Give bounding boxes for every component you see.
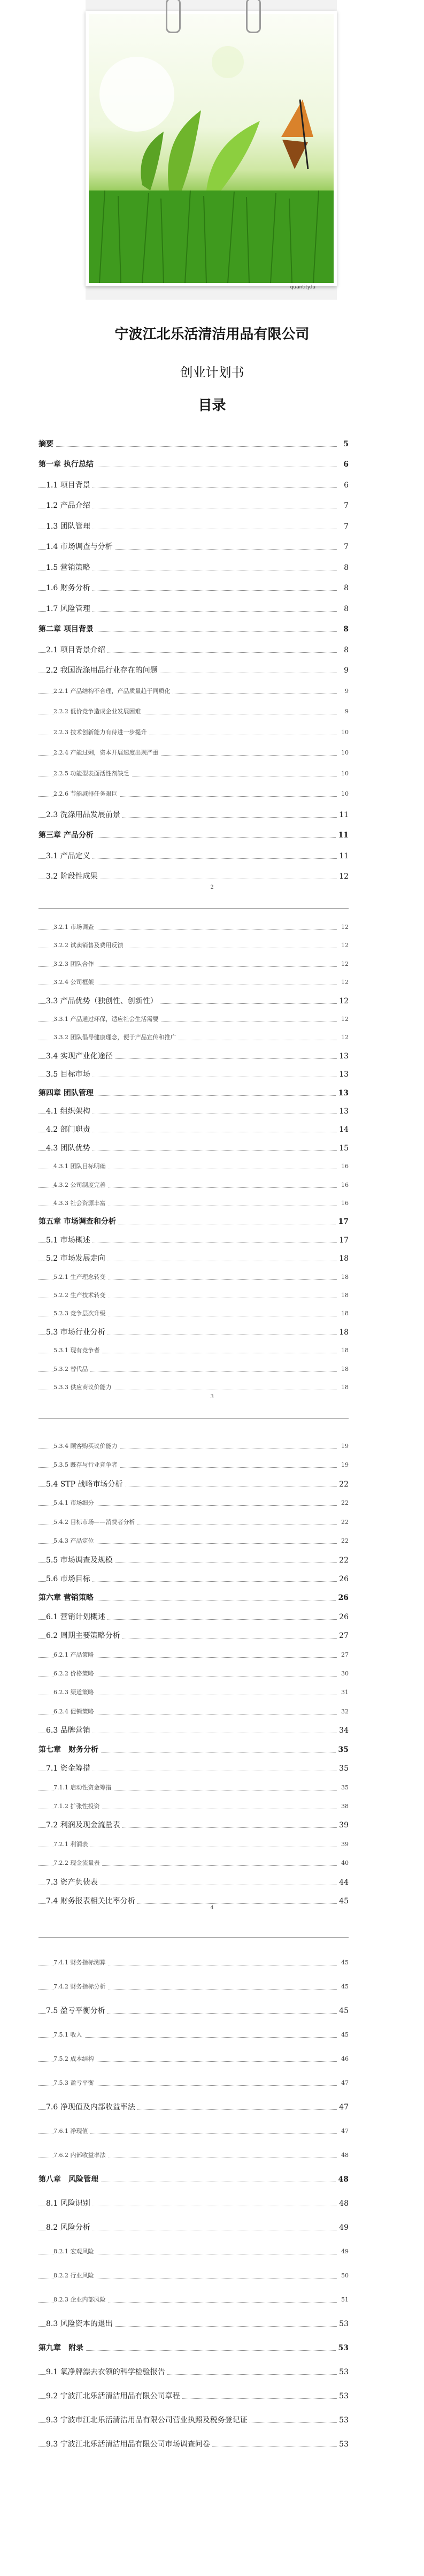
toc-entry-page: 12	[339, 941, 349, 950]
toc-entry[interactable]	[38, 1236, 349, 1245]
toc-entry[interactable]	[38, 1537, 349, 1545]
toc-entry[interactable]	[38, 1461, 349, 1469]
toc-entry-page: 8	[342, 563, 349, 572]
toc-entry-page: 6	[342, 481, 349, 490]
toc-entry[interactable]	[38, 1199, 349, 1208]
toc-entry-page: 12	[339, 978, 349, 987]
toc-entry-label: 7.5 盈亏平衡分析	[46, 2007, 107, 2015]
toc-entry-label: 第六章 营销策略	[38, 1594, 96, 1602]
toc-entry[interactable]	[38, 1052, 349, 1061]
toc-entry-label: 2.2 我国洗涤用品行业存在的问题	[46, 666, 160, 675]
toc-entry-page: 16	[339, 1162, 349, 1171]
toc-entry-page: 7	[342, 543, 349, 551]
toc-entry[interactable]	[38, 563, 349, 572]
toc-entry-page: 12	[339, 1015, 349, 1024]
toc-entry-page: 12	[337, 997, 349, 1005]
toc-entry[interactable]	[38, 1821, 349, 1830]
toc-entry-label: 7.1 资金筹措	[46, 1764, 92, 1773]
toc-entry[interactable]	[38, 605, 349, 613]
toc-entry-page: 16	[339, 1181, 349, 1190]
grass-illustration	[89, 14, 334, 283]
toc-entry[interactable]	[38, 1015, 349, 1024]
toc-entry[interactable]	[38, 2127, 349, 2136]
toc-entry-label: 2.2.3 技术创新能力有待进一步提升	[53, 728, 149, 737]
toc-entry[interactable]	[38, 1878, 349, 1887]
toc-entry[interactable]	[38, 1217, 349, 1226]
toc-entry[interactable]	[38, 1632, 349, 1640]
toc-entry-label: 6.3 品牌营销	[46, 1726, 92, 1735]
toc-entry-page: 53	[337, 2416, 349, 2425]
toc-entry[interactable]	[38, 1802, 349, 1811]
toc-entry-label: 4.3.2 公司制度完善	[53, 1181, 108, 1190]
toc-entry[interactable]	[38, 2031, 349, 2039]
toc-entry[interactable]	[38, 2344, 349, 2352]
toc-entry[interactable]	[38, 2079, 349, 2087]
toc-entry[interactable]	[38, 646, 349, 654]
toc-entry-label: 5.3 市场行业分析	[46, 1328, 107, 1337]
toc-entry-page: 34	[337, 1726, 349, 1735]
toc-entry[interactable]	[38, 1518, 349, 1527]
toc-entry[interactable]	[38, 1840, 349, 1849]
toc-entry[interactable]	[38, 1254, 349, 1263]
paperclip-icon	[246, 0, 261, 33]
toc-entry-page: 38	[339, 1802, 349, 1811]
toc-entry-page: 8	[342, 646, 349, 654]
toc-entry-label: 7.5.3 盈亏平衡	[53, 2079, 96, 2087]
toc-entry[interactable]	[38, 2055, 349, 2063]
toc-entry-label: 7.2 利润及现金流量表	[46, 1821, 122, 1830]
toc-entry-label: 4.3.3 社会资源丰富	[53, 1199, 108, 1208]
toc-entry-label: 7.2.1 利润表	[53, 1840, 90, 1849]
toc-entry-page: 48	[337, 2199, 349, 2208]
page-number: 2	[210, 885, 214, 890]
toc-entry[interactable]	[38, 2320, 349, 2328]
toc-entry-page: 22	[339, 1537, 349, 1545]
toc-entry-page: 13	[337, 1107, 349, 1116]
toc-entry[interactable]	[38, 1670, 349, 1678]
toc-entry-page: 18	[339, 1309, 349, 1318]
toc-entry[interactable]	[38, 2416, 349, 2425]
paperclip-icon	[166, 0, 181, 33]
toc-entry[interactable]	[38, 2368, 349, 2376]
toc-entry-page: 13	[337, 1070, 349, 1079]
toc-title: 目录	[198, 398, 226, 414]
toc-entry-page: 15	[337, 1144, 349, 1153]
cover-image	[86, 0, 337, 300]
toc-entry[interactable]	[38, 460, 349, 469]
toc-entry[interactable]	[38, 2272, 349, 2280]
toc-entry-label: 5.3.2 替代品	[53, 1365, 90, 1374]
toc-entry-label: 7.4 财务报表相关比率分析	[46, 1897, 137, 1906]
toc-entry-page: 12	[339, 923, 349, 932]
toc-entry-page: 48	[339, 2151, 349, 2160]
toc-entry-page: 51	[339, 2296, 349, 2304]
toc-entry-page: 16	[339, 1199, 349, 1208]
toc-entry-label: 3.5 目标市场	[46, 1070, 92, 1079]
toc-entry-label: 4.3.1 团队目标明确	[53, 1162, 108, 1171]
toc-entry-label: 9.1 氧净牌漂去衣领的科学检验报告	[46, 2368, 167, 2376]
cover-photo	[86, 11, 337, 286]
toc-entry-label: 4.3 团队优势	[46, 1144, 92, 1153]
toc-entry-label: 5.2.2 生产技术转变	[53, 1291, 108, 1300]
toc-entry[interactable]	[38, 1365, 349, 1374]
toc-entry-page: 18	[339, 1291, 349, 1300]
toc-entry-page: 11	[337, 852, 349, 860]
toc-entry-label: 摘要	[38, 440, 56, 448]
toc-entry-page: 31	[339, 1688, 349, 1697]
toc-entry-label: 5.3.3 供应商议价能力	[53, 1383, 114, 1392]
toc-entry-label: 3.3.1 产品通过环保，适应社会生活需要	[53, 1015, 160, 1024]
toc-entry[interactable]	[38, 1089, 349, 1098]
document-title: 创业计划书	[180, 365, 244, 380]
toc-entry-page: 53	[337, 2440, 349, 2449]
toc-entry-page: 27	[339, 1651, 349, 1659]
toc-entry-label: 2.3 洗涤用品发展前景	[46, 811, 122, 819]
toc-entry-page: 12	[337, 872, 349, 881]
toc-entry-label: 7.3 资产负债表	[46, 1878, 100, 1887]
toc-entry[interactable]	[38, 625, 349, 634]
toc-entry-page: 19	[339, 1442, 349, 1451]
toc-entry-label: 第九章 附录	[38, 2344, 86, 2352]
toc-entry-label: 5.3.1 现有竞争者	[53, 1346, 102, 1355]
toc-entry-page: 32	[339, 1708, 349, 1716]
toc-entry-page: 8	[341, 625, 349, 634]
toc-entry[interactable]	[38, 790, 349, 798]
toc-entry-label: 5.4.1 市场细分	[53, 1499, 96, 1507]
butterfly-icon	[281, 100, 313, 169]
toc-entry-label: 2.2.4 产能过剩，资本开展速度出现严重	[53, 749, 160, 757]
toc-entry-page: 30	[339, 1670, 349, 1678]
toc-entry[interactable]	[38, 481, 349, 490]
toc-entry-page: 18	[339, 1273, 349, 1282]
toc-entry-page: 18	[339, 1383, 349, 1392]
toc-entry-label: 1.3 团队管理	[46, 522, 92, 531]
toc-entry[interactable]	[38, 2175, 349, 2184]
toc-entry[interactable]	[38, 831, 349, 840]
toc-entry-page: 35	[336, 1746, 349, 1754]
toc-entry-label: 3.2.3 团队合作	[53, 960, 96, 969]
toc-entry[interactable]	[38, 2296, 349, 2304]
toc-entry[interactable]	[38, 1859, 349, 1868]
toc-entry-label: 5.3.4 顾客购买议价能力	[53, 1442, 120, 1451]
toc-entry-page: 49	[339, 2247, 349, 2256]
toc-entry-page: 26	[337, 1575, 349, 1583]
toc-entry-label: 7.4.1 财务指标测算	[53, 1958, 108, 1967]
toc-entry-page: 18	[337, 1254, 349, 1263]
toc-entry[interactable]	[38, 584, 349, 592]
toc-entry-label: 6.2.4 促销策略	[53, 1708, 96, 1716]
toc-entry-label: 7.2.2 现金流量表	[53, 1859, 102, 1868]
toc-entry-label: 2.2.5 功能型表面活性剂缺乏	[53, 769, 132, 778]
toc-entry-label: 5.4 STP 战略市场分析	[46, 1480, 125, 1489]
toc-entry-label: 7.6.2 内部收益率法	[53, 2151, 108, 2160]
toc-entry-page: 10	[339, 728, 349, 737]
toc-entry[interactable]	[38, 2151, 349, 2160]
toc-entry[interactable]	[38, 872, 349, 881]
toc-entry-page: 45	[339, 1983, 349, 1991]
toc-entry-page: 45	[339, 2031, 349, 2039]
toc-entry-label: 3.2 阶段性成果	[46, 872, 100, 881]
toc-entry-label: 7.6.1 净现值	[53, 2127, 90, 2136]
toc-entry[interactable]	[38, 1651, 349, 1659]
toc-entry[interactable]	[38, 543, 349, 551]
toc-entry-label: 1.1 项目背景	[46, 481, 92, 490]
toc-entry-page: 6	[341, 460, 349, 469]
toc-entry[interactable]	[38, 1070, 349, 1079]
toc-entry-page: 8	[342, 605, 349, 613]
toc-entry-label: 5.4.3 产品定位	[53, 1537, 96, 1545]
toc-entry-label: 第四章 团队管理	[38, 1089, 96, 1098]
toc-entry[interactable]	[38, 1499, 349, 1507]
toc-entry-page: 17	[337, 1236, 349, 1245]
toc-entry-page: 53	[336, 2344, 349, 2352]
toc-entry-label: 9.2 宁波江北乐活清洁用品有限公司章程	[46, 2392, 182, 2400]
toc-entry-page: 47	[337, 2103, 349, 2112]
toc-entry-page: 46	[339, 2055, 349, 2063]
toc-entry-label: 5.2 市场发展走向	[46, 1254, 107, 1263]
toc-entry-page: 19	[339, 1461, 349, 1469]
toc-entry-label: 6.2.1 产品策略	[53, 1651, 96, 1659]
toc-entry-page: 8	[342, 584, 349, 592]
toc-entry-label: 9.3 宁波市江北乐活清洁用品有限公司营业执照及税务登记证	[46, 2416, 250, 2425]
cover-caption: quantity.lu	[290, 285, 315, 290]
toc-entry-label: 7.5.1 收入	[53, 2031, 84, 2039]
toc-entry[interactable]	[38, 1764, 349, 1773]
toc-entry-page: 53	[337, 2368, 349, 2376]
toc-entry-label: 2.2.1 产品结构不合理，产品质量趋于同质化	[53, 687, 172, 696]
toc-entry[interactable]	[38, 960, 349, 969]
toc-entry-page: 18	[337, 1328, 349, 1337]
toc-entry-label: 2.2.2 低价竞争造成企业发展困难	[53, 707, 143, 716]
toc-entry-label: 1.6 财务分析	[46, 584, 92, 592]
toc-entry-label: 7.6 净现值及内部收益率法	[46, 2103, 137, 2112]
company-name: 宁波江北乐活清洁用品有限公司	[114, 326, 310, 342]
toc-entry[interactable]	[38, 501, 349, 510]
toc-entry-page: 40	[339, 1859, 349, 1868]
toc-entry[interactable]	[38, 1746, 349, 1754]
toc-entry-label: 第八章 风险管理	[38, 2175, 101, 2184]
toc-entry-page: 39	[337, 1821, 349, 1830]
toc-entry[interactable]	[38, 1346, 349, 1355]
toc-entry[interactable]	[38, 2247, 349, 2256]
toc-entry-label: 8.2.2 行业风险	[53, 2272, 96, 2280]
toc-entry[interactable]	[38, 769, 349, 778]
toc-entry-page: 22	[337, 1556, 349, 1565]
toc-entry-page: 44	[337, 1878, 349, 1887]
toc-entry-page: 5	[341, 440, 349, 448]
toc-entry-label: 3.3 产品优势（独创性、创新性）	[46, 997, 160, 1005]
toc-entry[interactable]	[38, 1708, 349, 1716]
toc-entry-label: 7.5.2 成本结构	[53, 2055, 96, 2063]
toc-entry-page: 45	[337, 2007, 349, 2015]
toc-entry[interactable]	[38, 1328, 349, 1337]
toc-entry-label: 第三章 产品分析	[38, 831, 96, 840]
toc-entry[interactable]	[38, 2392, 349, 2400]
toc-entry[interactable]	[38, 1442, 349, 1451]
toc-entry[interactable]	[38, 1556, 349, 1565]
toc-entry[interactable]	[38, 2199, 349, 2208]
toc-entry-page: 22	[337, 1480, 349, 1489]
toc-entry[interactable]	[38, 1958, 349, 1967]
toc-entry-page: 45	[339, 1958, 349, 1967]
toc-entry[interactable]	[38, 687, 349, 696]
toc-entry-page: 10	[339, 769, 349, 778]
toc-entry-label: 3.3.2 团队倡导健康理念，便于产品宣传和推广	[53, 1033, 178, 1042]
toc-entry[interactable]	[38, 749, 349, 757]
toc-entry-label: 2.2.6 节能减排任务艰巨	[53, 790, 120, 798]
toc-entry-page: 50	[339, 2272, 349, 2280]
toc-entry-page: 18	[339, 1365, 349, 1374]
toc-entry-page: 49	[337, 2223, 349, 2232]
toc-entry-label: 7.1.1 启动性资金筹措	[53, 1784, 114, 1792]
toc-entry[interactable]	[38, 1983, 349, 1991]
toc-entry-page: 22	[339, 1518, 349, 1527]
toc-entry-label: 8.2 风险分析	[46, 2223, 92, 2232]
toc-entry-label: 3.2.2 试卖销售及费用反馈	[53, 941, 126, 950]
toc-entry-label: 5.1 市场概述	[46, 1236, 92, 1245]
toc-entry[interactable]	[38, 2007, 349, 2015]
toc-entry[interactable]	[38, 1480, 349, 1489]
toc-entry[interactable]	[38, 1291, 349, 1300]
toc-entry-page: 9	[342, 666, 349, 675]
page-divider	[38, 1418, 349, 1419]
toc-entry[interactable]	[38, 1688, 349, 1697]
toc-entry[interactable]	[38, 997, 349, 1005]
toc-entry[interactable]	[38, 1784, 349, 1792]
toc-entry-label: 8.2.3 企业内部风险	[53, 2296, 108, 2304]
toc-entry-label: 1.5 营销策略	[46, 563, 92, 572]
toc-entry-label: 3.2.1 市场调查	[53, 923, 96, 932]
toc-entry-label: 1.2 产品介绍	[46, 501, 92, 510]
toc-entry[interactable]	[38, 522, 349, 531]
toc-entry[interactable]	[38, 1125, 349, 1134]
toc-entry-page: 39	[339, 1840, 349, 1849]
toc-entry-label: 4.1 组织架构	[46, 1107, 92, 1116]
toc-entry-page: 35	[337, 1764, 349, 1773]
toc-entry-label: 7.4.2 财务指标分析	[53, 1983, 108, 1991]
toc-entry-page: 18	[339, 1346, 349, 1355]
toc-entry-label: 第一章 执行总结	[38, 460, 96, 469]
toc-entry-page: 9	[343, 707, 349, 716]
toc-entry-page: 45	[337, 1897, 349, 1906]
toc-entry[interactable]	[38, 1613, 349, 1621]
toc-entry-label: 2.1 项目背景介绍	[46, 646, 107, 654]
toc-entry-label: 第七章 财务分析	[38, 1746, 101, 1754]
toc-entry[interactable]	[38, 1144, 349, 1153]
toc-entry-label: 第二章 项目背景	[38, 625, 96, 634]
page-number: 3	[210, 1394, 214, 1400]
toc-entry[interactable]	[38, 852, 349, 860]
toc-entry-label: 4.2 部门职责	[46, 1125, 92, 1134]
toc-entry-page: 14	[337, 1125, 349, 1134]
toc-entry[interactable]	[38, 1897, 349, 1906]
toc-entry-label: 5.4.2 目标市场——消费者分析	[53, 1518, 137, 1527]
toc-entry-label: 8.1 风险识别	[46, 2199, 92, 2208]
toc-entry-page: 12	[339, 960, 349, 969]
toc-entry-page: 47	[339, 2127, 349, 2136]
toc-entry[interactable]	[38, 1726, 349, 1735]
toc-entry-page: 13	[337, 1052, 349, 1061]
toc-entry-label: 1.4 市场调查与分析	[46, 543, 115, 551]
toc-entry-label: 8.2.1 宏观风险	[53, 2247, 96, 2256]
toc-entry-page: 7	[342, 522, 349, 531]
toc-entry-label: 5.3.5 既存与行业竞争者	[53, 1461, 120, 1469]
toc-entry-page: 17	[336, 1217, 349, 1226]
toc-entry[interactable]	[38, 941, 349, 950]
toc-entry-label: 5.2.1 生产理念转变	[53, 1273, 108, 1282]
toc-entry[interactable]	[38, 2103, 349, 2112]
toc-entry-page: 48	[336, 2175, 349, 2184]
toc-entry-page: 13	[336, 1089, 349, 1098]
toc-entry[interactable]	[38, 978, 349, 987]
toc-entry-page: 9	[343, 687, 349, 696]
toc-entry[interactable]	[38, 1594, 349, 1602]
toc-entry-page: 10	[339, 790, 349, 798]
toc-entry[interactable]	[38, 1162, 349, 1171]
toc-entry-label: 6.2.2 价格策略	[53, 1670, 96, 1678]
toc-entry[interactable]	[38, 666, 349, 675]
toc-entry-page: 11	[336, 831, 349, 840]
toc-entry-label: 3.1 产品定义	[46, 852, 92, 860]
toc-entry-label: 6.1 营销计划概述	[46, 1613, 107, 1621]
toc-entry-label: 5.6 市场目标	[46, 1575, 92, 1583]
toc-leader	[38, 446, 337, 447]
toc-entry-label: 3.2.4 公司框架	[53, 978, 96, 987]
toc-entry-label: 5.5 市场调查及规模	[46, 1556, 115, 1565]
toc-entry-label: 第五章 市场调查和分析	[38, 1217, 118, 1226]
toc-entry[interactable]	[38, 1033, 349, 1042]
page-divider	[38, 908, 349, 909]
toc-entry-label: 6.2 周期主要策略分析	[46, 1632, 122, 1640]
toc-entry[interactable]	[38, 1575, 349, 1583]
toc-entry-label: 6.2.3 渠道策略	[53, 1688, 96, 1697]
toc-entry[interactable]	[38, 1107, 349, 1116]
toc-entry-page: 47	[339, 2079, 349, 2087]
toc-entry-page: 26	[337, 1613, 349, 1621]
toc-entry[interactable]	[38, 1309, 349, 1318]
toc-entry[interactable]	[38, 923, 349, 932]
toc-entry-label: 9.3 宁波江北乐活清洁用品有限公司市场调查问卷	[46, 2440, 212, 2449]
toc-entry[interactable]	[38, 440, 349, 448]
toc-entry-label: 8.3 风险资本的退出	[46, 2320, 115, 2328]
toc-entry-page: 53	[337, 2392, 349, 2400]
toc-entry-page: 35	[339, 1784, 349, 1792]
toc-entry-page: 22	[339, 1499, 349, 1507]
toc-entry[interactable]	[38, 811, 349, 819]
toc-entry-page: 11	[337, 811, 349, 819]
toc-entry[interactable]	[38, 1273, 349, 1282]
toc-entry-page: 10	[339, 749, 349, 757]
toc-entry-page: 26	[336, 1594, 349, 1602]
toc-entry-label: 5.2.3 竞争层次升级	[53, 1309, 108, 1318]
page-divider	[38, 1937, 349, 1938]
toc-entry-label: 1.7 风险管理	[46, 605, 92, 613]
toc-entry[interactable]	[38, 707, 349, 716]
toc-entry[interactable]	[38, 1383, 349, 1392]
toc-entry-page: 12	[339, 1033, 349, 1042]
toc-entry[interactable]	[38, 2440, 349, 2449]
toc-entry-page: 53	[337, 2320, 349, 2328]
toc-entry[interactable]	[38, 2223, 349, 2232]
toc-entry-page: 7	[342, 501, 349, 510]
toc-entry-label: 3.4 实现产业化途径	[46, 1052, 115, 1061]
page-number: 4	[210, 1905, 214, 1911]
toc-entry[interactable]	[38, 1181, 349, 1190]
toc-entry-label: 7.1.2 扩张性投资	[53, 1802, 102, 1811]
toc-entry-page: 27	[337, 1632, 349, 1640]
toc-entry[interactable]	[38, 728, 349, 737]
